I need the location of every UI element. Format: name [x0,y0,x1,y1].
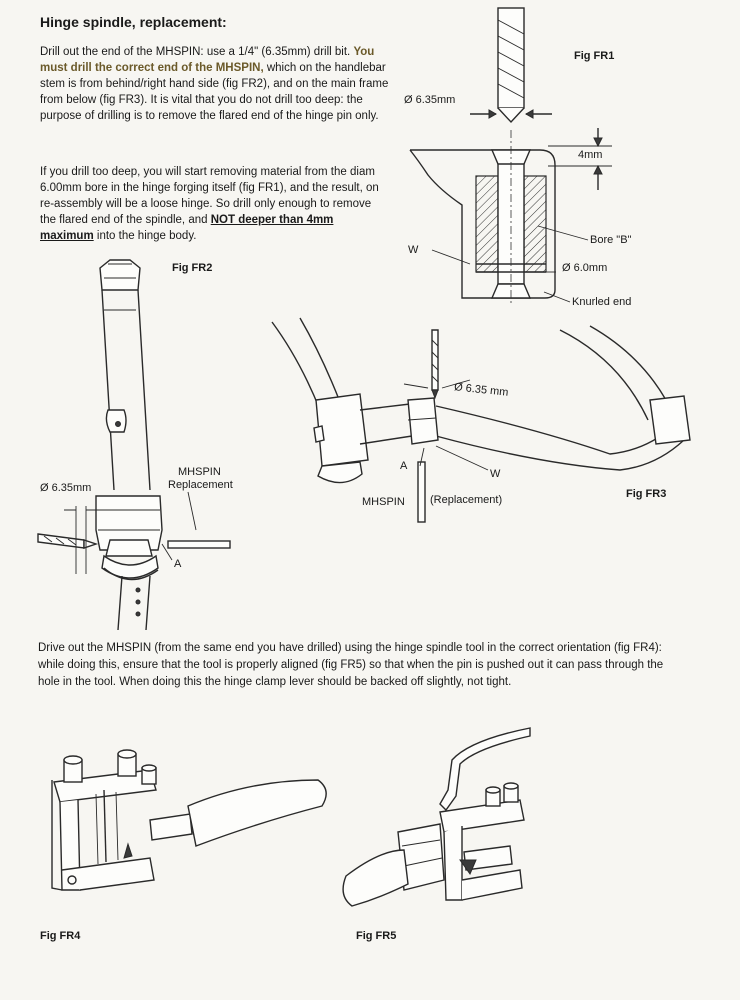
drill-instructions-text-continued: which on the handlebar stem is from behind/right hand side (fig FR2), and on the main frame from below (fig FR3). It is vital that you do not drill too deep: the purpose of drilling is to remove the flared end of the hinge pin only. [40,62,389,122]
paragraph-drill-depth [40,164,390,244]
max-depth-warning: NOT deeper than 4mm maximum [40,214,334,242]
fr3-drill-diameter: Ø 6.35 mm [453,381,509,399]
paragraph-drive-out: Drive out the MHSPIN (from the same end you have drilled) using the hinge spindle tool in the correct orientation (fig FR4): while doing this, ensure that the tool is properly aligned (fig FR5) so that when the pin is pushed out it can pass through the hole in the tool. When doing this the hinge clamp lever should be backed off slightly, not tight. [38,642,664,688]
fr2-drill-diameter: Ø 6.35mm [40,482,92,494]
page-title: Hinge spindle, replacement: [40,14,227,30]
fr2-part-name: MHSPIN [178,466,221,478]
fig-fr5-diagram [343,728,530,906]
fig-fr4-label: Fig FR4 [40,930,81,942]
fr3-a-label: A [400,460,408,472]
fig-fr5-label: Fig FR5 [356,930,397,942]
drill-instructions-text: Drill out the end of the MHSPIN: use a 1/4" (6.35mm) drill bit. [40,46,354,58]
fig-fr4-diagram [52,750,326,890]
fr1-bore-diameter: Ø 6.0mm [562,262,608,274]
drill-correct-end-warning: You must drill the correct end of the MHSPIN, [40,46,375,74]
fr1-w-label: W [408,244,419,256]
fig-fr3-label: Fig FR3 [626,488,667,500]
fr1-drill-bit [498,8,524,122]
fr3-part-note: (Replacement) [430,494,503,506]
paragraph-drill-instructions [40,44,390,124]
fr2-part-note: Replacement [168,479,233,491]
fig-fr2-label: Fig FR2 [172,262,213,274]
fr3-w-label: W [490,468,501,480]
drill-depth-text: If you drill too deep, you will start removing material from the diam 6.00mm bore in the hinge forging itself (fig FR1), and the result, on re-assembly will be a loose hinge. So drill only enough to remove the flared end of the spindle, and [40,166,379,226]
fr1-depth: 4mm [578,149,603,161]
fr3-part-name: MHSPIN [362,496,405,508]
drill-depth-text-end: into the hinge body. [93,230,197,242]
fr2-a-label: A [174,558,182,570]
fr1-drill-diameter: Ø 6.35mm [404,94,456,106]
fr1-knurled-end: Knurled end [572,296,632,308]
fr1-bore: Bore "B" [590,234,632,246]
fig-fr2-diagram [38,260,230,630]
fig-fr1-label: Fig FR1 [574,50,615,62]
